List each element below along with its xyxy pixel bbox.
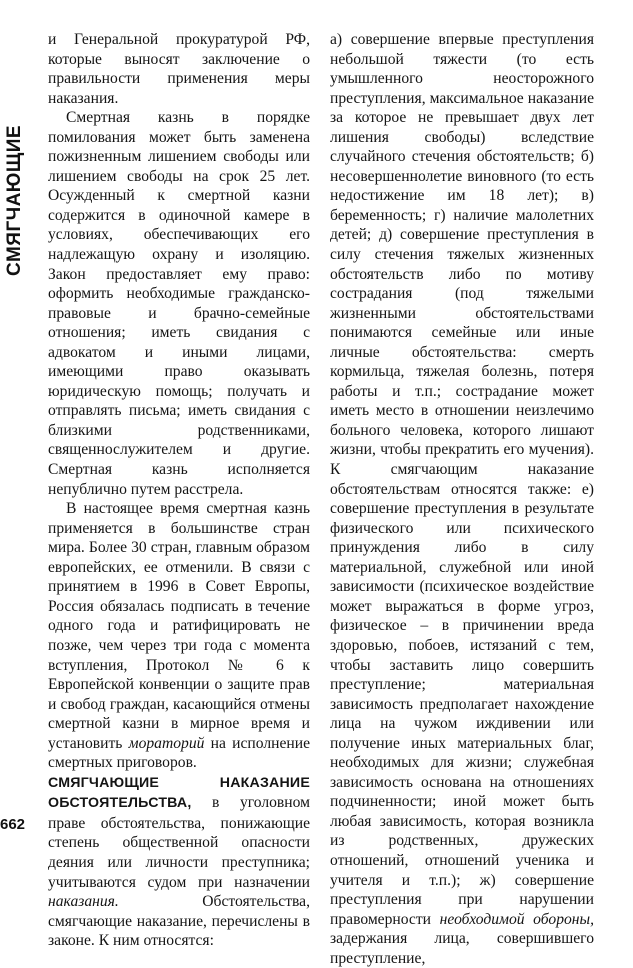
- italic-term-moratorium: мораторий: [128, 734, 205, 752]
- paragraph: [330, 30, 594, 968]
- paragraph-text: на исполнение смертных приговоров.: [48, 734, 310, 772]
- paragraph-text: и Генеральной прокуратурой РФ, которые выносят заключение о правильности применения меры наказания.: [48, 31, 310, 107]
- entry-headword: СМЯГЧАЮЩИЕ НАКАЗАНИЕ ОБСТОЯТЕЛЬСТВА,: [48, 774, 310, 812]
- paragraph-text: Смертная казнь в порядке помилования может быть заменена пожизненным лишением свободы или лишением свободы на срок 25 лет. Осужденный к смертной казни содержится в одиночной камере в условиях, обеспечивающих его надлежащую охрану и изоляцию. Закон предоставляет ему право: оформить необходимые гражданско-правовые и брачно-семейные отношения; иметь свидания с адвокатом и иными лицами, имеющими право оказывать юридическую помощь; получать и отправлять письма; иметь свидания с близкими родственниками, священнослужителем и другие. Смертная казнь исполняется непублично путем расстрела.: [48, 109, 310, 498]
- entry-text: Обстоятельства, смягчающие наказание, перечислены в законе. К ним относятся:: [48, 893, 310, 950]
- paragraph: [48, 108, 310, 499]
- running-header-text: СМЯГЧАЮЩИЕ: [4, 124, 25, 276]
- italic-cross-reference: наказания.: [48, 893, 119, 911]
- running-header-tab: [0, 36, 30, 276]
- italic-cross-reference: необходимой обороны,: [439, 910, 594, 928]
- page-number: 662: [0, 816, 26, 833]
- entry-text: в уголовном праве обстоятельства, понижающие степень общественной опасности деяния или личности преступника; учитываются судом при назначении: [48, 794, 310, 891]
- paragraph: [48, 499, 310, 773]
- dictionary-entry: [48, 773, 310, 951]
- paragraph-text: а) совершение впервые преступления небольшой тяжести (то есть умышленного неосторожного преступления, максимальное наказание за которое не превышает двух лет лишения свободы) вследствие случайного стечения обстоятельств; б) несовершеннолетие виновного (то есть недостижение им 18 лет); в) беременность; г) наличие малолетних детей; д) совершение преступления в силу стечения тяжелых жизненных обстоятельств либо по мотиву сострадания (под тяжелыми жизненными обстоятельствами понимаются семейные или иные личные обстоятельства: смерть кормильца, тяжелая болезнь, потеря работы и т.п.; сострадание может иметь место в отношении неизлечимо больного человека, которого лишают жизни, чтобы прекратить его мучения). К смягчающим наказание обстоятельствам относятся также: е) совершение преступления в результате физического или психического принуждения либо в силу материальной, служебной или иной зависимости (психическое воздействие может выражаться в форме угроз, физическое – в причинении вреда здоровью, побоев, истязаний с тем, чтобы заставить лицо совершить преступление; материальная зависимость предполагает нахождение лица на чужом иждивении или получение иных материальных благ, необходимых для жизни; служебная зависимость основана на отношениях подчиненности; иной может быть любая зависимость, которая возникла из родственных, дружеских отношений, отношений ученика и учителя и т.п.); ж) совершение преступления при нарушении правомерности: [330, 31, 594, 928]
- paragraph-text: В настоящее время смертная казнь применяется в большинстве стран мира. Более 30 стран, главным образом европейских, ее отменили. В связи с принятием в 1996 в Совет Европы, Россия обязалась подписать в течение одного года и ратифицировать не позже, чем через три года с момента вступления, Протокол № 6 к Европейской конвенции о защите прав и свобод граждан, касающийся отмены смертной казни в мирное время и установить: [48, 500, 310, 752]
- paragraph: [48, 30, 310, 108]
- left-column: [48, 30, 310, 951]
- paragraph-text: задержания лица, совершившего преступление,: [330, 930, 594, 967]
- right-column: [330, 30, 594, 968]
